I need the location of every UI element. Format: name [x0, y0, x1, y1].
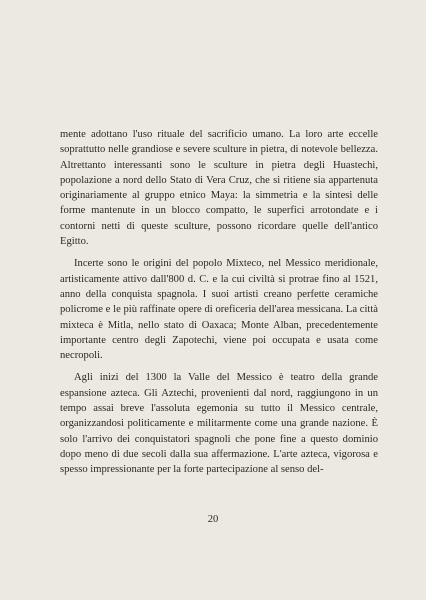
paragraph-3: Agli inizi del 1300 la Valle del Messico è teatro della grande espansione azteca. Gli Aztechi, provenienti dal nord, raggiungono in un tempo assai breve l'assoluta egemonia su tutto il Messico centrale, organizzandosi politicamente e militarmente come una grande nazione. È solo l'arrivo dei conquistatori spagnoli che pone fine a questo dominio dopo meno di due secoli dalla sua affermazione. L'arte azteca, vigorosa e spesso impressionante per la forte partecipazione al senso del- [60, 372, 378, 476]
paragraph-2: Incerte sono le origini del popolo Mixteco, nel Messico meridionale, artisticamente attivo dall'800 d. C. e la cui civiltà si protrae fino al 1521, anno della conquista spagnola. I suoi artisti creano perfette ceramiche policrome e le più raffinate opere di oreficeria dell'area messicana. La città mixteca è Mitla, nello stato di Oaxaca; Monte Alban, precedentemente importante centro degli Zapotechi, viene poi occupata e usata come necropoli. [60, 258, 378, 362]
paragraph-1: mente adottano l'uso rituale del sacrificio umano. La loro arte eccelle soprattutto nelle grandiose e severe sculture in pietra, di notevole bellezza. Altrettanto interessanti sono le sculture in pietra degli Huastechi, popolazione a nord dello Stato di Vera Cruz, che si ritiene sia appartenuta originariamente al gruppo etnico Maya: la simmetria e la sintesi delle forme mantenute in un blocco compatto, le superfici arrotondate e i contorni netti di queste sculture, possono ricordare quelle dell'antico Egitto. [60, 129, 378, 248]
body-text [60, 127, 378, 485]
page-number: 20 [207, 514, 219, 525]
